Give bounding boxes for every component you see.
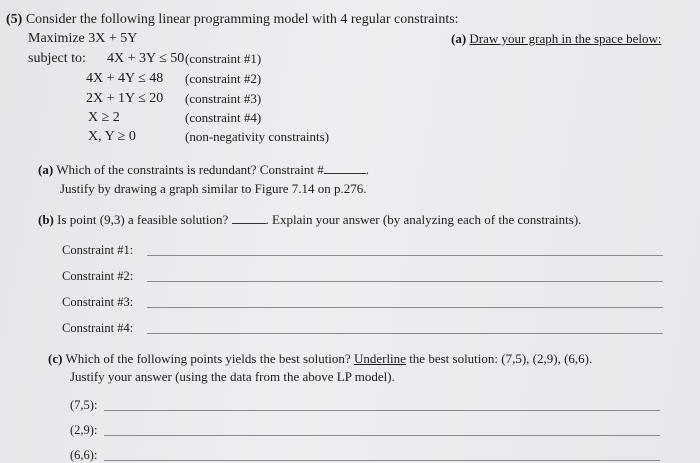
objective-row <box>28 32 137 46</box>
part-c-text-a: Which of the following points yields the best solution? <box>65 351 351 366</box>
objective-expression: 3X + 5Y <box>88 31 138 46</box>
part-c-row-3-answer-line[interactable] <box>104 460 660 461</box>
part-c-label: (c) <box>48 351 63 366</box>
draw-note-text: Draw your graph in the space below: <box>469 31 662 46</box>
part-b-row-1-label: Constraint #1: <box>62 243 134 257</box>
part-c-question <box>48 352 592 365</box>
part-b-text: Is point (9,3) a feasible solution? <box>57 212 229 227</box>
constraint-1-note: (constraint #1) <box>185 51 262 66</box>
constraint-3-expr: 2X + 1Y ≤ 20 <box>86 91 164 106</box>
part-b-row-1-answer-line[interactable] <box>147 255 663 256</box>
problem-header <box>6 13 459 27</box>
part-b-label: (b) <box>38 212 54 227</box>
part-c-row-1-answer-line[interactable] <box>104 410 660 411</box>
constraint-4-expr: X ≥ 2 <box>88 110 120 125</box>
part-b-row-2-answer-line[interactable] <box>147 281 663 282</box>
constraint-2-expr: 4X + 4Y ≤ 48 <box>86 71 164 86</box>
redundant-constraint-blank[interactable] <box>324 173 366 174</box>
part-c-text-b: the best solution: (7,5), (2,9), (6,6). <box>409 351 593 366</box>
subject-to-label: subject to: <box>28 51 86 66</box>
part-a-period: . <box>365 162 369 177</box>
part-a-question <box>38 163 369 176</box>
part-b-row-3-label: Constraint #3: <box>62 295 134 309</box>
part-c-justify: Justify your answer (using the data from the above LP model). <box>70 369 395 384</box>
draw-note-prefix: (a) <box>451 31 467 46</box>
part-c-row-2-label: (2,9): <box>70 423 98 437</box>
constraint-1-expr: 4X + 3Y ≤ 50 <box>107 51 185 66</box>
part-a-text: Which of the constraints is redundant? Constraint # <box>56 162 324 177</box>
part-a-justify: Justify by drawing a graph similar to Figure 7.14 on p.276. <box>60 181 367 196</box>
part-b-question <box>38 213 581 226</box>
problem-intro: Consider the following linear programming model with 4 regular constraints: <box>25 12 459 27</box>
feasible-answer-blank[interactable] <box>232 223 266 224</box>
draw-graph-note <box>451 32 661 45</box>
constraint-2-note: (constraint #2) <box>185 71 262 86</box>
part-c-row-3-label: (6,6): <box>70 448 98 462</box>
constraint-4-note: (constraint #4) <box>185 110 262 125</box>
part-a-label: (a) <box>38 162 54 177</box>
non-negativity-note: (non-negativity constraints) <box>185 129 330 144</box>
part-c-row-2-answer-line[interactable] <box>104 435 660 436</box>
non-negativity-expr: X, Y ≥ 0 <box>88 129 136 144</box>
part-b-row-4-label: Constraint #4: <box>62 321 134 335</box>
part-b-row-3-answer-line[interactable] <box>147 307 663 308</box>
part-b-row-4-answer-line[interactable] <box>147 333 663 334</box>
constraint-3-note: (constraint #3) <box>185 91 262 106</box>
part-b-row-2-label: Constraint #2: <box>62 269 134 283</box>
part-c-underline-word: Underline <box>353 351 406 366</box>
part-b-explain: . Explain your answer (by analyzing each of the constraints). <box>265 212 582 227</box>
part-c-row-1-label: (7,5): <box>70 398 98 412</box>
objective-label: Maximize <box>28 31 85 46</box>
problem-number: (5) <box>6 12 23 27</box>
